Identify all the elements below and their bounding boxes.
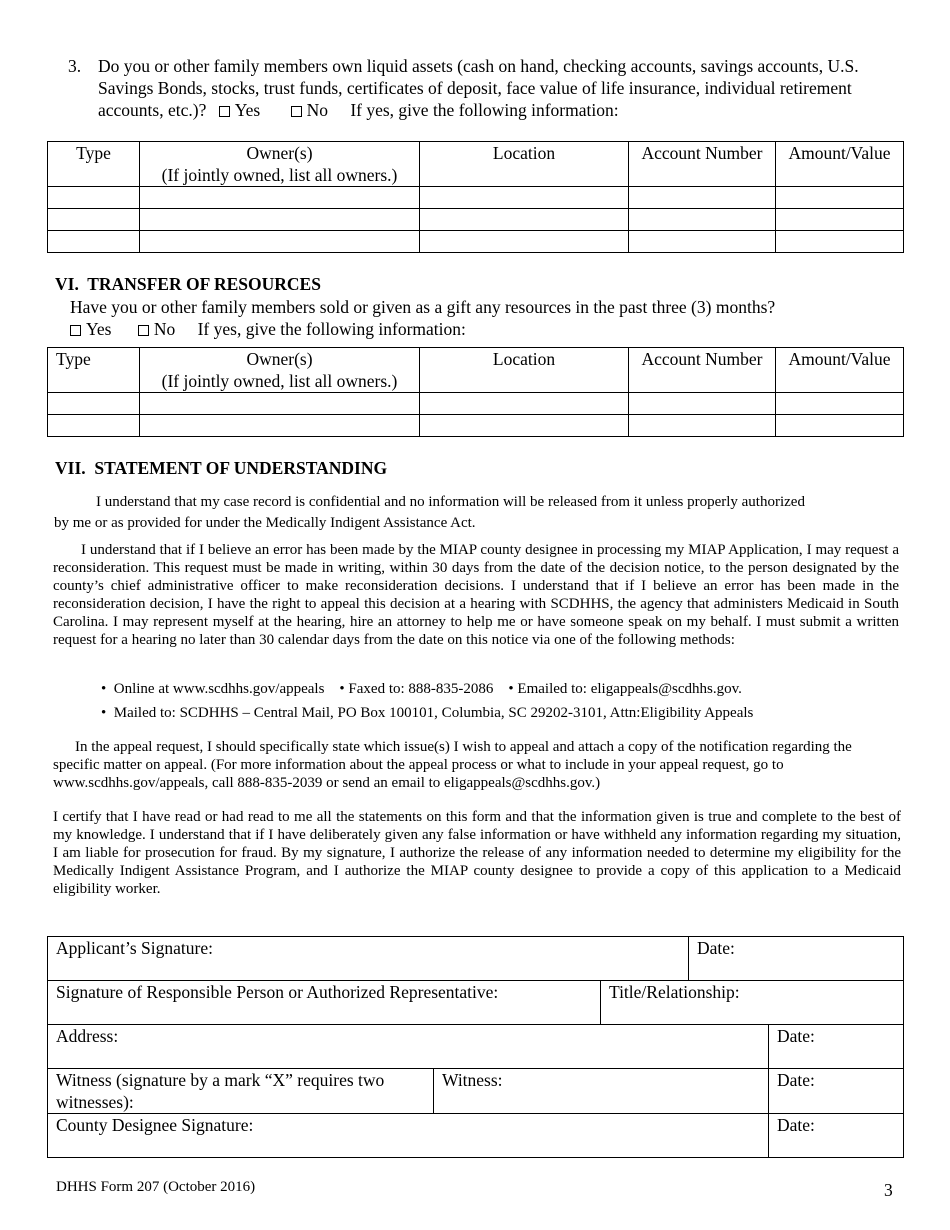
signature-table [47,936,904,1158]
witness-date-field[interactable]: Date: [769,1069,904,1114]
table-row[interactable] [48,209,904,231]
no-checkbox[interactable] [291,106,302,117]
table-row[interactable] [48,187,904,209]
type-header: Type [48,348,140,393]
appeal-request-paragraph: In the appeal request, I should specifically state which issue(s) I wish to appeal and attach a copy of the notification regarding the specific matter on appeal. (For more information about the appeal process or what to include in your appeal request, go to www.scdhhs.gov/appeals, call 888-835-2039 or send an email to eligappeals@scdhhs.gov.) [53,739,852,791]
witness-2-field[interactable]: Witness: [434,1069,769,1114]
liquid-assets-table [47,141,904,253]
transfer-resources-table [47,347,904,437]
applicant-signature-field[interactable]: Applicant’s Signature: [48,937,689,981]
section-6-heading: VI. TRANSFER OF RESOURCES [55,274,321,294]
followup-text: If yes, give the following information: [197,319,466,339]
followup-text: If yes, give the following information: [350,100,619,120]
account-header: Account Number [629,348,776,393]
list-item: • Online at www.scdhhs.gov/appeals • Faxed to: 888-835-2086 • Emailed to: eligappeals@scdhhs.gov. [101,681,742,697]
no-label: No [153,319,176,339]
reconsideration-paragraph: I understand that if I believe an error has been made by the MIAP county designee in processing my MIAP Application, I may request a reconsideration. This request must be made in writing, within 30 days from the date of the decision notice, to the person designated by the county’s chief administrative officer to make reconsideration decisions. I understand that if I believe an error has been made in the reconsideration decision, I have the right to appeal this decision at a hearing with SCDHHS, the agency that administers Medicaid in South Carolina. I may represent myself at the hearing, hire an attorney to help me or have someone speak on my behalf. I must submit a written request for a hearing no later than 30 calendar days from the date on this notice via one of the following methods: [53,542,899,648]
yes-checkbox[interactable] [219,106,230,117]
section-6-question: Have you or other family members sold or given as a gift any resources in the past three (3) months? [70,297,776,317]
responsible-signature-field[interactable]: Signature of Responsible Person or Authorized Representative: [48,981,601,1025]
no-label: No [306,100,328,120]
no-checkbox[interactable] [138,325,149,336]
page-number: 3 [884,1180,893,1200]
question-number: 3. [68,56,82,76]
confidential-paragraph: I understand that my case record is confidential and no information will be released from it unless properly authorized by me or as provided for under the Medically Indigent Assistance Act. [54,494,805,531]
applicant-date-field[interactable]: Date: [689,937,904,981]
yes-checkbox[interactable] [70,325,81,336]
title-relationship-field[interactable]: Title/Relationship: [601,981,904,1025]
table-row[interactable] [48,231,904,253]
location-header: Location [420,348,629,393]
table-header-row [48,348,904,393]
account-header: Account Number [629,142,776,187]
witness-1-field[interactable]: Witness (signature by a mark “X” requires two witnesses): [48,1069,434,1114]
owner-header: Owner(s) (If jointly owned, list all owners.) [140,348,420,393]
table-row[interactable] [48,415,904,437]
list-item: • Mailed to: SCDHHS – Central Mail, PO Box 100101, Columbia, SC 29202-3101, Attn:Eligibility Appeals [101,705,754,721]
section-7-heading: VII. STATEMENT OF UNDERSTANDING [55,458,388,478]
certification-paragraph: I certify that I have read or had read to me all the statements on this form and that the information given is true and complete to the best of my knowledge. I understand that if I have deliberately given any false information or have withheld any information regarding my situation, I am liable for prosecution for fraud. By my signature, I authorize the release of any information needed to determine my eligibility for the Medically Indigent Assistance Program, and I authorize the MIAP county designee to provide a copy of this application to a Medicaid eligibility worker. [53,809,901,897]
yes-label: Yes [234,100,261,120]
table-row[interactable] [48,393,904,415]
yes-label: Yes [86,319,112,339]
amount-header: Amount/Value [776,348,904,393]
address-date-field[interactable]: Date: [769,1025,904,1069]
table-header-row [48,142,904,187]
appeal-methods-list [101,679,901,723]
county-designee-signature-field[interactable]: County Designee Signature: [48,1114,769,1158]
form-identifier: DHHS Form 207 (October 2016) [56,1179,256,1195]
county-date-field[interactable]: Date: [769,1114,904,1158]
address-field[interactable]: Address: [48,1025,769,1069]
amount-header: Amount/Value [776,142,904,187]
owner-header: Owner(s) (If jointly owned, list all owners.) [140,142,420,187]
location-header: Location [420,142,629,187]
type-header: Type [48,142,140,187]
section-6-options [70,318,466,340]
question-text: Do you or other family members own liquid assets (cash on hand, checking accounts, savings accounts, U.S. Savings Bonds, stocks, trust funds, certificates of deposit, face value of life insurance, individual retirement accounts, etc.)? [98,56,859,120]
